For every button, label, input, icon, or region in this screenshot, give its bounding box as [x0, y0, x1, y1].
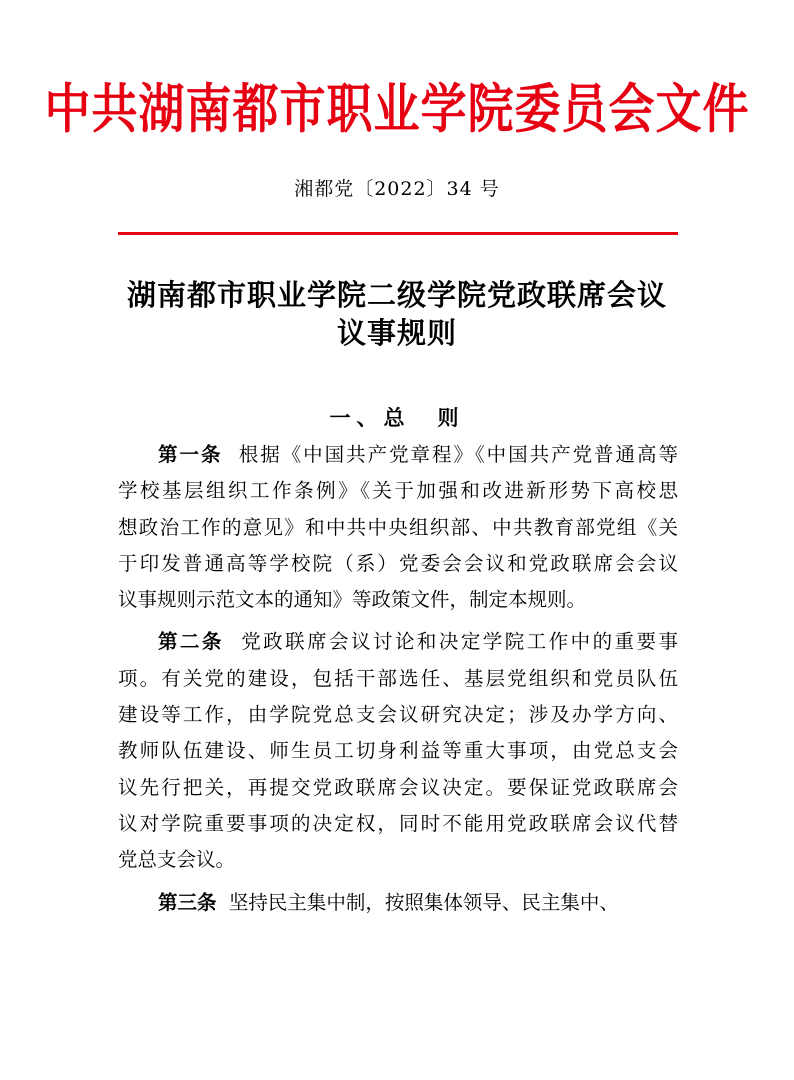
article-line: 项。有关党的建设，包括干部选任、基层党组织和党员队伍 [118, 666, 678, 690]
article-first-line [118, 437, 678, 473]
document-number: 湘都党〔2022〕34 号 [294, 178, 500, 200]
document-title [0, 276, 794, 352]
article-line: 议事规则示范文本的通知》等政策文件，制定本规则。 [118, 588, 587, 612]
article-text: 根据《中国共产党章程》《中国共产党普通高等 [238, 443, 678, 466]
article-text: 坚持民主集中制，按照集体领导、民主集中、 [228, 890, 619, 914]
article-line: 想政治工作的意见》和中共中央组织部、中共教育部党组《关 [118, 515, 678, 539]
article-first-line [118, 624, 678, 660]
article-first-line [118, 885, 678, 921]
article-label: 第三条 [158, 890, 217, 914]
document-header-title: 中共湖南都市职业学院委员会文件 [44, 77, 750, 140]
document-title-line: 议事规则 [336, 316, 457, 350]
article-line: 于印发普通高等学校院（系）党委会会议和党政联席会会议 [118, 551, 678, 575]
article-text: 党政联席会议讨论和决定学院工作中的重要事 [241, 630, 678, 654]
article-line: 教师队伍建设、师生员工切身利益等重大事项，由党总支会 [118, 739, 678, 763]
document-title-line: 湖南都市职业学院二级学院党政联席会议 [126, 278, 667, 312]
article-line: 建设等工作，由学院党总支会议研究决定；涉及办学方向、 [118, 703, 678, 727]
article-line: 议对学院重要事项的决定权，同时不能用党政联席会议代替 [118, 811, 678, 835]
article-line: 党总支会议。 [118, 848, 236, 872]
red-divider-line [118, 232, 678, 235]
article-line: 议先行把关，再提交党政联席会议决定。要保证党政联席会 [118, 775, 678, 799]
document-body [118, 437, 678, 921]
article-label: 第二条 [158, 630, 224, 654]
section-heading: 一、总 则 [329, 406, 465, 430]
article-label: 第一条 [158, 443, 223, 466]
article-line: 学校基层组织工作条例》《关于加强和改进新形势下高校思 [118, 479, 678, 503]
